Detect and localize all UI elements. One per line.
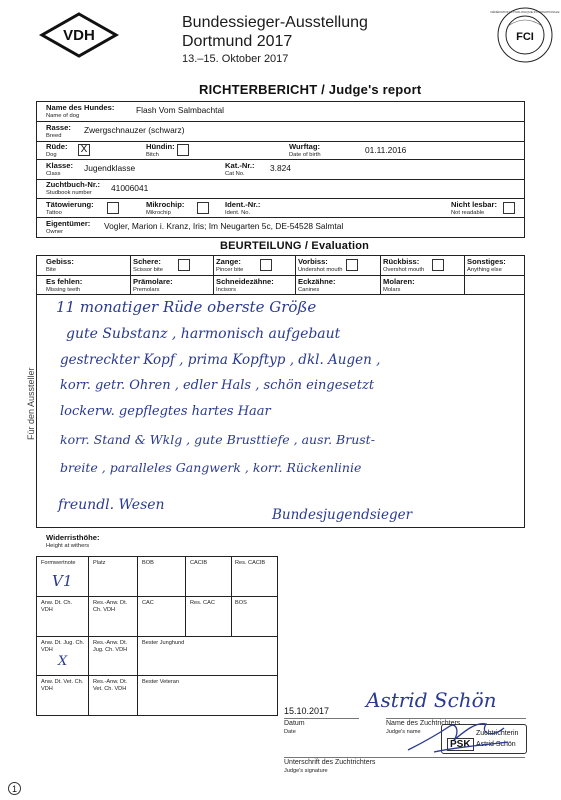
pincer-sub: Pincer bite: [216, 267, 244, 273]
grade-cac: CAC: [142, 600, 154, 606]
canine-sub: Canines: [298, 287, 320, 293]
stamp-line2: Astrid Schön: [476, 741, 516, 748]
male-checkbox[interactable]: X: [78, 144, 90, 156]
grade-res-anw-dt-vet-ch: Res.-Anw. Dt. Vet. Ch. VDH: [93, 679, 128, 692]
male-sub: Dog: [46, 152, 57, 158]
pincer-checkbox[interactable]: [260, 259, 272, 271]
grade-platz: Platz: [93, 560, 106, 566]
missing-sub: Missing teeth: [46, 287, 81, 293]
judge-name-hand: Astrid Schön: [366, 688, 497, 712]
dog-name-value: Flash Vom Salmbachtal: [136, 105, 224, 115]
grade-bos: BOS: [235, 600, 247, 606]
height-label: Widerristhöhe:: [46, 533, 100, 542]
date-label: Datum: [284, 720, 305, 727]
judge-name-label: Name des Zuchtrichters: [386, 720, 461, 727]
incisor-label: Schneidezähne:: [216, 277, 274, 286]
side-text: Für den Aussteller: [26, 367, 36, 440]
scissor-sub: Scissor bite: [133, 267, 163, 273]
grade-bob: BOB: [142, 560, 154, 566]
date-value: 15.10.2017: [284, 706, 330, 716]
vdh-logo-text: VDH: [63, 27, 95, 44]
hand-line-5: lockerw. gepflegtes hartes Haar: [60, 404, 271, 419]
hand-line-3: gestreckter Kopf , prima Kopftyp , dkl. Augen ,: [60, 352, 381, 368]
studbook-sub: Studbook number: [46, 190, 92, 196]
report-title: RICHTERBERICHT / Judge's report: [199, 82, 422, 97]
undershot-label: Vorbiss:: [298, 257, 328, 266]
whelped-label: Wurftag:: [289, 142, 321, 151]
unreadable-label: Nicht lesbar:: [451, 200, 497, 209]
chip-label: Mikrochip:: [146, 200, 185, 209]
scissor-checkbox[interactable]: [178, 259, 190, 271]
hand-line-7: breite , paralleles Gangwerk , korr. Rückenlinie: [60, 460, 362, 475]
grade-formwert: Formwertnote: [41, 560, 76, 566]
unreadable-checkbox[interactable]: [503, 202, 515, 214]
hand-line-8: freundl. Wesen: [58, 497, 165, 513]
hand-line-4: korr. getr. Ohren , edler Hals , schön eingesetzt: [60, 378, 375, 393]
fci-logo-text: FCI: [516, 31, 534, 43]
incisor-sub: Incisors: [216, 287, 236, 293]
ident-label: Ident.-Nr.:: [225, 200, 261, 209]
show-title: Bundessieger-Ausstellung: [182, 14, 368, 31]
judge-signature: [404, 712, 514, 756]
evaluation-title: BEURTEILUNG / Evaluation: [220, 240, 370, 252]
stamp-line1: Zuchtrichterin: [476, 730, 519, 737]
signature-sub: Judge's signature: [284, 768, 328, 774]
whelped-sub: Date of birth: [289, 152, 321, 158]
tattoo-label: Tätowierung:: [46, 200, 94, 209]
owner-value: Vogler, Marion i. Kranz, Iris; Im Neugarten 5c, DE-54528 Salmtal: [104, 221, 344, 231]
vdh-logo: [40, 12, 118, 58]
grade-anw-dt-vet-ch: Anw. Dt. Vet. Ch. VDH: [41, 679, 84, 692]
premolar-label: Prämolare:: [133, 277, 173, 286]
female-label: Hündin:: [146, 142, 175, 151]
hand-line-2: gute Substanz , harmonisch aufgebaut: [66, 326, 341, 342]
show-location: Dortmund 2017: [182, 33, 293, 50]
hand-line-9: Bundesjugendsieger: [272, 507, 413, 523]
male-label: Rüde:: [46, 142, 68, 151]
undershot-checkbox[interactable]: [346, 259, 358, 271]
pincer-label: Zange:: [216, 257, 241, 266]
studbook-value: 41006041: [111, 183, 149, 193]
page-number: 1: [8, 782, 21, 795]
grade-anw-dt-ch: Anw. Dt. Ch. VDH: [41, 600, 73, 613]
catno-value: 3.824: [270, 163, 291, 173]
owner-sub: Owner: [46, 229, 64, 235]
catno-sub: Cat No.: [225, 171, 245, 177]
chip-checkbox[interactable]: [197, 202, 209, 214]
overshot-sub: Overshot mouth: [383, 267, 425, 273]
fci-logo: [490, 6, 560, 64]
breed-label: Rasse:: [46, 123, 71, 132]
hand-line-1: 11 monatiger Rüde oberste Größe: [56, 298, 317, 316]
grade-res-anw-dt-jug-ch: Res.-Anw. Dt. Jug. Ch. VDH: [93, 640, 128, 653]
grade-hand-v1: V1: [52, 572, 73, 590]
grade-res-cac: Res. CAC: [190, 600, 215, 606]
grade-res-cacib: Res. CACIB: [235, 560, 266, 566]
class-label: Klasse:: [46, 161, 74, 170]
premolar-sub: Premolars: [133, 287, 160, 293]
tattoo-sub: Tattoo: [46, 210, 62, 216]
signature-label: Unterschrift des Zuchtrichters: [284, 759, 376, 766]
breed-value: Zwergschnauzer (schwarz): [84, 125, 185, 135]
judge-name-sub: Judge's name: [386, 729, 421, 735]
dog-name-label: Name des Hundes:: [46, 103, 115, 112]
grade-anw-dt-jug-ch: Anw. Dt. Jug. Ch. VDH: [41, 640, 85, 653]
female-sub: Bitch: [146, 152, 159, 158]
grade-bester-junghund: Bester Junghund: [142, 640, 185, 646]
undershot-sub: Undershot mouth: [298, 267, 343, 273]
molar-sub: Molars: [383, 287, 401, 293]
other-sub: Anything else: [467, 267, 502, 273]
grade-cacib: CACIB: [190, 560, 208, 566]
date-sub: Date: [284, 729, 296, 735]
canine-label: Eckzähne:: [298, 277, 336, 286]
scissor-label: Schere:: [133, 257, 161, 266]
bite-sub: Bite: [46, 267, 56, 273]
dog-name-sub: Name of dog: [46, 113, 80, 119]
grade-bester-veteran: Bester Veteran: [142, 679, 180, 685]
whelped-value: 01.11.2016: [365, 145, 407, 155]
ident-sub: Ident. No.: [225, 210, 251, 216]
unreadable-sub: Not readable: [451, 210, 485, 216]
fci-ring-text: FÉDÉRATION CYNOLOGIQUE INTERNATIONALE: [490, 10, 560, 14]
owner-label: Eigentümer:: [46, 219, 91, 228]
molar-label: Molaren:: [383, 277, 415, 286]
show-dates: 13.–15. Oktober 2017: [182, 53, 289, 65]
other-label: Sonstiges:: [467, 257, 506, 266]
height-sub: Height at withers: [46, 543, 90, 549]
class-sub: Class: [46, 171, 61, 177]
bite-label: Gebiss:: [46, 257, 74, 266]
grade-hand-x: X: [58, 654, 68, 669]
tattoo-checkbox[interactable]: [107, 202, 119, 214]
stamp-psk: PSK: [447, 738, 474, 751]
missing-label: Es fehlen:: [46, 277, 83, 286]
class-value: Jugendklasse: [84, 163, 136, 173]
breed-sub: Breed: [46, 133, 62, 139]
overshot-label: Rückbiss:: [383, 257, 420, 266]
overshot-checkbox[interactable]: [432, 259, 444, 271]
hand-line-6: korr. Stand & Wklg , gute Brusttiefe , ausr. Brust-: [60, 432, 375, 447]
chip-sub: Mikrochip: [146, 210, 171, 216]
catno-label: Kat.-Nr.:: [225, 161, 255, 170]
female-checkbox[interactable]: [177, 144, 189, 156]
studbook-label: Zuchtbuch-Nr.:: [46, 180, 100, 189]
grade-res-anw-dt-ch: Res.-Anw. Dt. Ch. VDH: [93, 600, 128, 613]
